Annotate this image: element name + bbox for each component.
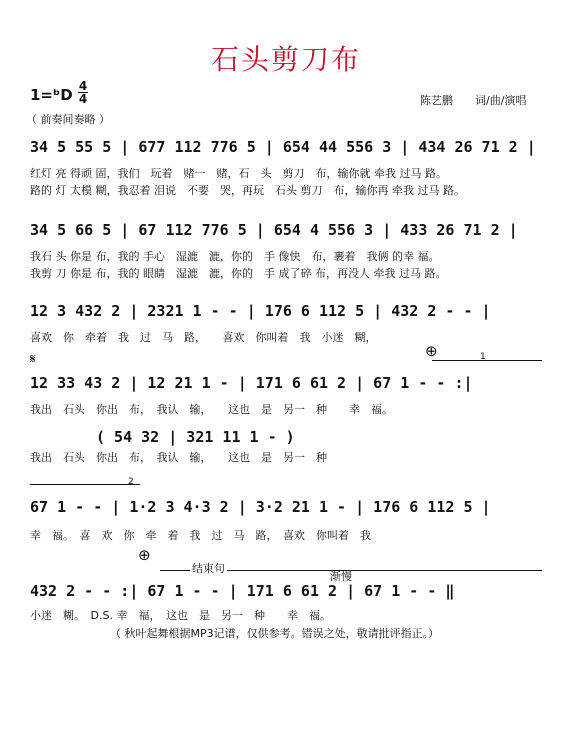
notes-row-7: 432 2 - - :| 67 1 - - | 171 6 61 2 | 67 1 - - ‖ (30, 582, 455, 600)
notes-row-2: 34 5 66 5 | 67 112 776 5 | 654 4 556 3 | 433 26 71 2 | (30, 221, 518, 239)
ending-label: 结束句 (192, 562, 225, 575)
time-signature (78, 80, 88, 105)
credits: 陈艺鹏 词/曲/演唱 (420, 94, 527, 107)
notes-row-5: ( 54 32 | 321 11 1 - ) (96, 428, 295, 446)
intro-note: （ 前奏间奏略 ） (26, 113, 110, 126)
volta-2-label: 2 (128, 477, 134, 487)
lyrics-row-5: 我出 石头 你出 布， 我认 输， 这也 是 另一 种 (30, 451, 327, 464)
lyrics-row-7: 小迷 糊。 D.S. 幸 福， 这也 是 另一 种 幸 福。 (30, 609, 331, 622)
time-sig-bottom: 4 (78, 92, 88, 106)
notes-row-4: 12 33 43 2 | 12 21 1 - | 171 6 61 2 | 67 1 - - :| (30, 374, 473, 392)
lyrics-row-1-line-1: 红灯 亮 得顽 固，我们 玩着 赌一 赌，石 头 剪刀 布，输你就 牵我 过马 路。 (30, 167, 447, 180)
coda-sign: ⊕ (425, 342, 438, 360)
key-signature: 1=ᵇD (30, 86, 73, 104)
lyrics-row-4: 我出 石头 你出 布， 我认 输， 这也 是 另一 种 幸 福。 (30, 403, 393, 416)
notes-row-3: 12 3 432 2 | 2321 1 - - | 176 6 112 5 | 432 2 - - | (30, 302, 491, 320)
notes-row-1: 34 5 55 5 | 677 112 776 5 | 654 44 556 3 | 434 26 71 2 | (30, 138, 536, 156)
volta-1-line (432, 360, 542, 361)
lyrics-row-6: 幸 福。 喜 欢 你 牵 着 我 过 马 路， 喜欢 你叫着 我 (30, 529, 371, 542)
lyrics-row-1-line-2: 路的 灯 太模 糊，我忍着 泪说 不要 哭，再玩 石头 剪刀 布，输你再 牵我 过马 路。 (30, 184, 465, 197)
footer-note: （ 秋叶起舞根据MP3记谱，仅供参考。错误之处，敬请批评指正。） (110, 627, 440, 640)
lyrics-row-3: 喜欢 你 牵着 我 过 马 路， 喜欢 你叫着 我 小迷 糊， (30, 331, 377, 344)
time-sig-top: 4 (78, 79, 88, 93)
volta-2-line (30, 484, 140, 485)
lyrics-row-2-line-1: 我石 头 你是 布，我的 手心 湿漉 漉，你的 手 像快 布，裹着 我俩 的幸 福。 (30, 250, 440, 263)
song-title: 石头剪刀布 (210, 43, 361, 76)
coda-sign-2: ⊕ (138, 546, 151, 564)
lyrics-row-2-line-2: 我剪 刀 你是 布，我的 眼睛 湿漉 漉，你的 手 成了碎 布，再没人 牵我 过马 路。 (30, 267, 447, 280)
rit-label: 渐慢 (330, 570, 352, 583)
segno-sign: 𝄋 (30, 352, 36, 367)
notes-row-6: 67 1 - - | 1·2 3 4·3 2 | 3·2 21 1 - | 176 6 112 5 | (30, 498, 491, 516)
volta-1-label: 1 (480, 352, 486, 362)
